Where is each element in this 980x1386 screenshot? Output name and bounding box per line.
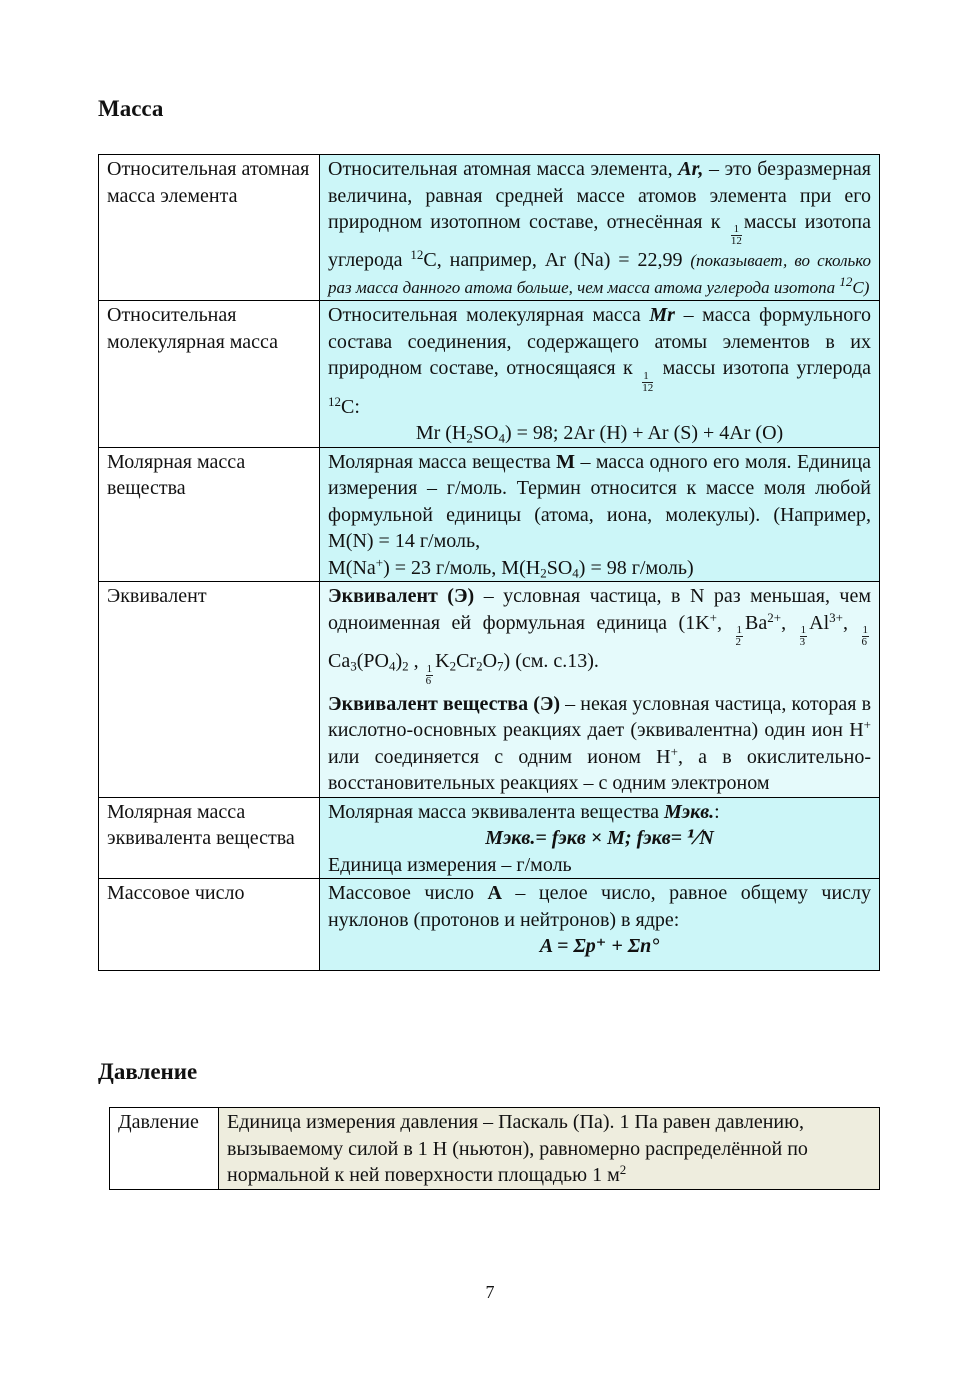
formula: Mr $(H_2SO_4) = 98$; 2Ar (H) + Ar (S) + 4Ar (O) <box>415 422 784 446</box>
section-title-mass: Масса <box>98 96 164 121</box>
term-cell: Массовое число <box>99 879 320 971</box>
table-row <box>99 155 880 301</box>
definition-cell: Молярная масса вещества M – масса одного его моля. Единица измерения – г/моль. Термин относится к массе моля любой формульной единицы (атома, иона, молекулы). (Например, M(N) = 14 г/моль, M(Na+) = 23 г/моль, $M(H_2SO_4) = 98$ г/моль) <box>320 447 880 582</box>
definition-cell: Массовое число А – целое число, равное общему числу нуклонов (протонов и нейтронов) в ядре: A = Σp⁺ + Σn° <box>320 879 880 971</box>
table-row <box>99 879 880 971</box>
definition-cell: Молярная масса эквивалента вещества Mэкв.: Mэкв.= fэкв × M; fэкв= ⅟N Единица измерения – г/моль <box>320 797 880 879</box>
fraction: $\frac{1}{12}$ <box>730 223 742 248</box>
term-cell: Эквивалент <box>99 582 320 797</box>
formula: A = Σp⁺ + Σn° <box>539 935 660 958</box>
note-text: (показывает, во сколько раз масса данного атома больше, чем масса атома углерода изотопа $^{12}$C) <box>328 251 872 297</box>
definition-cell: Единица измерения давления – Паскаль (Па). 1 Па равен давлению, вызываемому силой в 1 Н (ньютон), равномерно распределённой по нормальной к ней поверхности площадью 1 $м^2$ <box>219 1108 880 1190</box>
term-cell: Относительная молекулярная масса <box>99 301 320 447</box>
term-cell: Молярная масса эквивалента вещества <box>99 797 320 879</box>
page-number: 7 <box>485 1282 495 1302</box>
definition-cell: Относительная молекулярная масса Mr – масса формульного состава соединения, содержащего атомы элементов в их природном составе, относящаяся к $\frac{1}{12}$ массы изотопа углерода $^{12}$С: Mr $(H_2SO_4) = 98$; 2Ar (H) + Ar (S) + 4Ar (O) <box>320 301 880 447</box>
definition-cell: Эквивалент (Э) – условная частица, в N раз меньшая, чем одноименная ей формульная единица (1K+, $\frac{1}{2}$ $Ba^{2+}$, $\frac{1}{3}$ $Al^{3+}$, $\frac{1}{6}$ $Ca_3(PO_4)_2$ , $\frac{1}{6}$ $K_2Cr_2O_7$) (см. с.13). Эквивалент вещества (Э) – некая условная частица, которая в кислотно-основных реакциях дает (эквивалентна) один ион H+ или соединяется с одним ионом H+, а в окислительно-восстановительных реакциях – с одним электроном <box>320 582 880 797</box>
formula: Mэкв.= fэкв × M; fэкв= ⅟N <box>485 827 714 850</box>
mass-table <box>98 154 880 971</box>
term-cell: Относительная атомная масса элемента <box>99 155 320 301</box>
section-title-pressure: Давление <box>98 1059 198 1084</box>
definition-cell: Относительная атомная масса элемента, Ar, – это безразмерная величина, равная средней массе атомов элемента при его природном изотопном составе, отнесённая к $\frac{1}{12}$ массы изотопа углерода $^{12}$С, например, Ar (Na) = 22,99 (показывает, во сколько раз масса данного атома больше, чем масса атома углерода изотопа $^{12}$C) <box>320 155 880 301</box>
term-cell: Давление <box>110 1108 219 1190</box>
pressure-table <box>109 1107 880 1190</box>
table-row <box>99 797 880 879</box>
table-row <box>99 582 880 797</box>
table-row <box>99 301 880 447</box>
table-row <box>99 447 880 582</box>
term-cell: Молярная масса вещества <box>99 447 320 582</box>
fraction: $\frac{1}{12}$ <box>642 369 654 394</box>
table-row <box>110 1108 880 1190</box>
